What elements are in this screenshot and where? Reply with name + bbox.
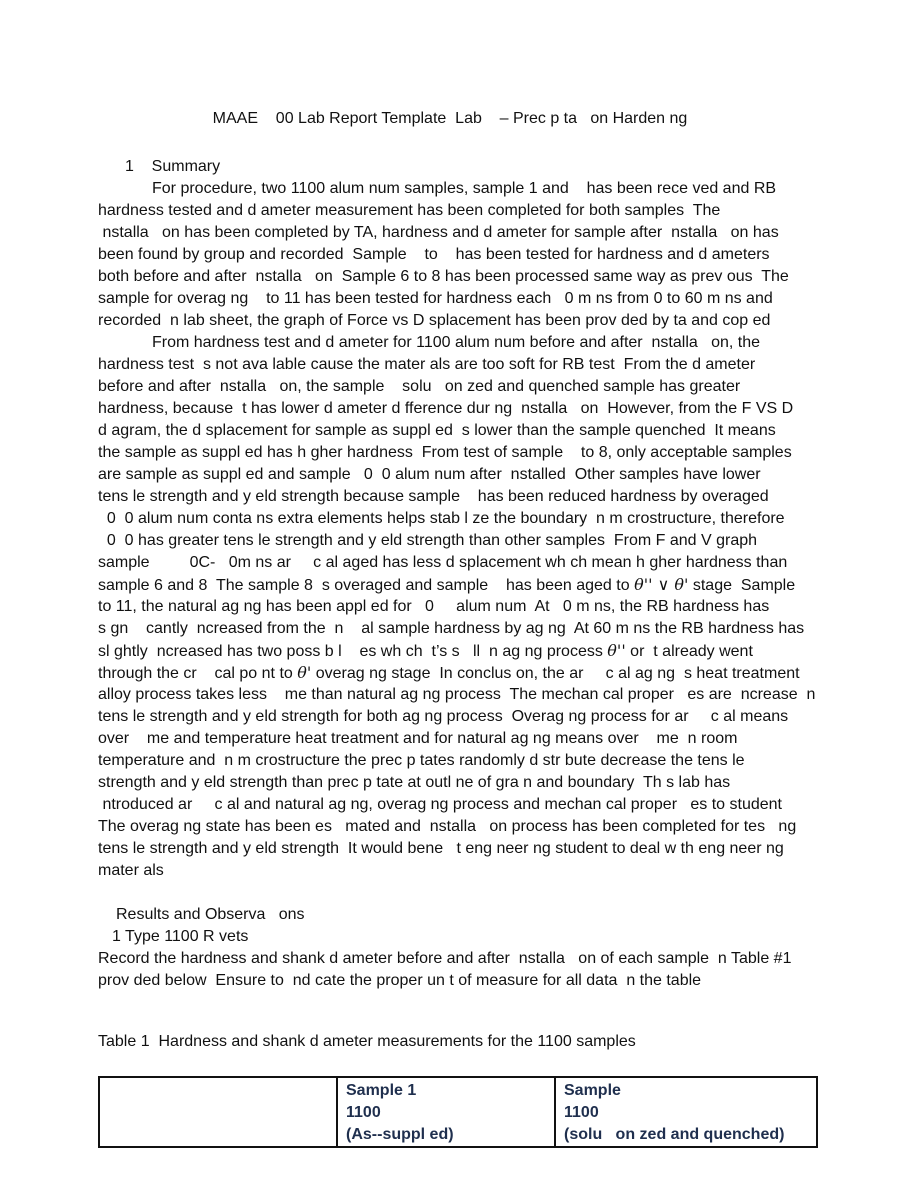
summary-line: s gn cantly ncreased from the n al sample hardness by ag ng At 60 m ns the RB hardness has — [98, 620, 805, 637]
table-cell-empty[interactable] — [99, 1077, 337, 1147]
summary-line: 0 0 has greater tens le strength and y eld strength than other samples From F and V graph — [98, 532, 758, 549]
summary-line: recorded n lab sheet, the graph of Force vs D splacement has been prov ded by ta and cop ed — [98, 312, 771, 329]
summary-heading: 1 Summary — [125, 158, 221, 175]
summary-line: hardness, because t has lower d ameter d fference dur ng nstalla on However, from the F VS D — [98, 400, 794, 417]
summary-line: 0 0 alum num conta ns extra elements helps stab l ze the boundary n m crostructure, therefore — [98, 510, 785, 527]
summary-line: tens le strength and y eld strength because sample has been reduced hardness by overaged — [98, 488, 769, 505]
summary-line: temperature and n m crostructure the prec p tates randomly d str bute decrease the tens le — [98, 752, 745, 769]
subheading: 1 Type 1100 R vets — [112, 928, 249, 945]
text-segment: overag ng stage In conclus on, the ar c al ag ng s heat treatment — [311, 665, 800, 682]
summary-line: the sample as suppl ed has h gher hardness From test of sample to 8, only acceptable samples — [98, 444, 792, 461]
summary-line: tens le strength and y eld strength for both ag ng process Overag ng process for ar c al means — [98, 708, 789, 725]
header-line: 1100 — [346, 1104, 381, 1121]
report-title: MAAE 00 Lab Report Template Lab – Prec p ta on Harden ng — [212, 110, 688, 127]
instruction-line: Record the hardness and shank d ameter before and after nstalla on of each sample n Table #1 — [98, 950, 792, 967]
header-line: (solu on zed and quenched) — [564, 1126, 785, 1143]
summary-line: For procedure, two 1100 alum num samples, sample 1 and has been rece ved and RB — [152, 180, 777, 197]
text-segment: sl ghtly ncreased has two poss b l es wh ch t’s s ll n ag ng process — [98, 643, 608, 660]
summary-line — [98, 640, 822, 662]
math-expression: θ' — [297, 663, 312, 682]
math-expression: θ'' ∨ θ' — [634, 575, 689, 594]
summary-line: both before and after nstalla on Sample 6 to 8 has been processed same way as prev ous The — [98, 268, 789, 285]
summary-line: ntroduced ar c al and natural ag ng, overag ng process and mechan cal proper es to student — [98, 796, 782, 813]
header-line: 1100 — [564, 1104, 599, 1121]
summary-line: to 11, the natural ag ng has been appl ed for 0 alum num At 0 m ns, the RB hardness has — [98, 598, 770, 615]
header-line: Sample — [564, 1082, 621, 1099]
summary-line: mater als — [98, 862, 164, 879]
table-row — [99, 1077, 817, 1147]
table-header-sample[interactable] — [555, 1077, 817, 1147]
header-line: Sample 1 — [346, 1082, 417, 1099]
results-section — [98, 904, 822, 992]
summary-line: strength and y eld strength than prec p tate at outl ne of gra n and boundary Th s lab has — [98, 774, 731, 791]
table-caption: Table 1 Hardness and shank d ameter measurements for the 1100 samples — [98, 1033, 636, 1050]
header-line: (As-‐suppl ed) — [346, 1126, 454, 1143]
text-segment: through the cr cal po nt to — [98, 665, 298, 682]
text-segment: stage Sample — [688, 577, 796, 594]
summary-line: over me and temperature heat treatment and for natural ag ng means over me n room — [98, 730, 738, 747]
table-header-sample-1[interactable] — [337, 1077, 555, 1147]
measurement-table — [98, 1076, 818, 1148]
instruction-line: prov ded below Ensure to nd cate the proper un t of measure for all data n the table — [98, 972, 702, 989]
summary-line: tens le strength and y eld strength It would bene t eng neer ng student to deal w th eng neer ng — [98, 840, 784, 857]
summary-line: alloy process takes less me than natural ag ng process The mechan cal proper es are ncrease n — [98, 686, 816, 703]
summary-line: are sample as suppl ed and sample 0 0 alum num after nstalled Other samples have lower — [98, 466, 761, 483]
summary-section — [98, 156, 822, 882]
summary-line: before and after nstalla on, the sample solu on zed and quenched sample has greater — [98, 378, 741, 395]
math-expression: θ'' — [607, 641, 626, 660]
summary-line — [98, 662, 822, 684]
summary-line: sample for overag ng to 11 has been tested for hardness each 0 m ns from 0 to 60 m ns and — [98, 290, 773, 307]
summary-line: From hardness test and d ameter for 1100 alum num before and after nstalla on, the — [152, 334, 761, 351]
text-segment: or t already went — [625, 643, 753, 660]
summary-line: been found by group and recorded Sample to has been tested for hardness and d ameters — [98, 246, 770, 263]
summary-line: nstalla on has been completed by TA, hardness and d ameter for sample after nstalla on has — [98, 224, 779, 241]
summary-line: d agram, the d splacement for sample as suppl ed s lower than the sample quenched It means — [98, 422, 776, 439]
text-segment: sample 6 and 8 The sample 8 s overaged and sample has been aged to — [98, 577, 635, 594]
results-heading: Results and Observa ons — [116, 906, 305, 923]
summary-line: hardness tested and d ameter measurement has been completed for both samples The — [98, 202, 721, 219]
summary-line: The overag ng state has been es mated and nstalla on process has been completed for tes ng — [98, 818, 797, 835]
summary-line: hardness test s not ava lable cause the mater als are too soft for RB test From the d ameter — [98, 356, 756, 373]
summary-line — [98, 574, 822, 596]
summary-line: sample 0C- 0m ns ar c al aged has less d splacement wh ch mean h gher hardness than — [98, 554, 788, 571]
